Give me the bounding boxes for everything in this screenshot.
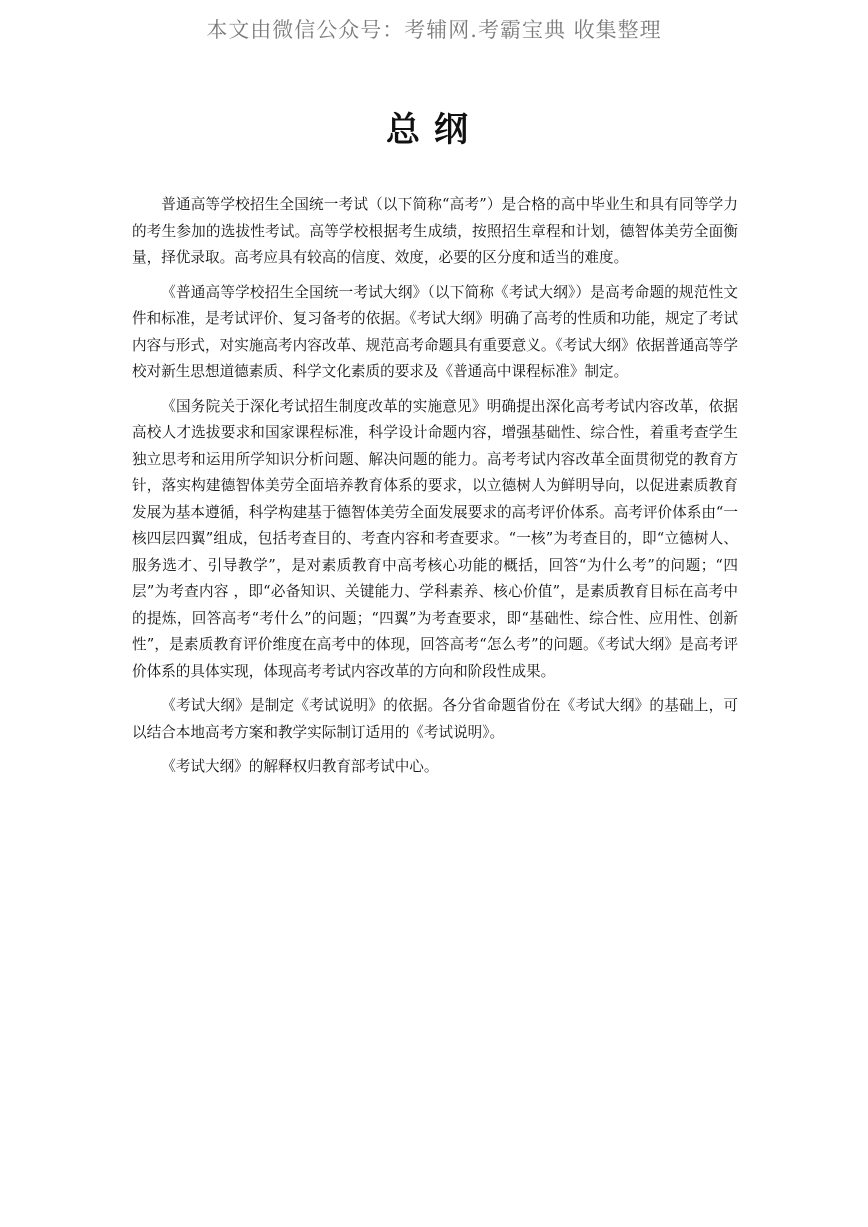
paragraph-intro: 普通高等学校招生全国统一考试（以下简称“高考”）是合格的高中毕业生和具有同等学力的考生参加的选拔性考试。高等学校根据考生成绩，按照招生章程和计划，德智体美劳全面衡量，择优录取。高考应具有较高的信度、效度，必要的区分度和适当的难度。 (132, 196, 738, 266)
watermark-header: 本文由微信公众号：考辅网.考霸宝典 收集整理 (206, 18, 662, 42)
paragraph-reform: 《国务院关于深化考试招生制度改革的实施意见》明确提出深化高考考试内容改革，依据高校人才选拔要求和国家课程标准，科学设计命题内容，增强基础性、综合性，着重考查学生独立思考和运用所学知识分析问题、解决问题的能力。高考考试内容改革全面贯彻党的教育方针，落实构建德智体美劳全面培养教育体系的要求，以立德树人为鲜明导向，以促进素质教育发展为基本遵循，科学构建基于德智体美劳全面发展要求的高考评价体系。高考评价体系由“一核四层四翼”组成，包括考查目的、考查内容和考查要求。“一核”为考查目的，即“立德树人、服务选才、引导教学”，是对素质教育中高考核心功能的概括，回答“为什么考”的问题；“四层”为考查内容 ，即“必备知识、关键能力、学科素养、核心价值”，是素质教育目标在高考中的提炼，回答高考“考什么”的问题；“四翼”为考查要求，即“基础性、综合性、应用性、创新性”，是素质教育评价维度在高考中的体现，回答高考“怎么考”的问题。《考试大纲》是高考评价体系的具体实现，体现高考考试内容改革的方向和阶段性成果。 (132, 397, 738, 680)
page-title: 总纲 (386, 110, 482, 150)
document-body (132, 192, 738, 789)
paragraph-interpretation: 《考试大纲》的解释权归教育部考试中心。 (161, 758, 439, 775)
paragraph-exam-instructions: 《考试大纲》是制定《考试说明》的依据。各分省命题省份在《考试大纲》的基础上，可以结合本地高考方案和教学实际制订适用的《考试说明》。 (132, 697, 738, 741)
paragraph-syllabus-definition: 《普通高等学校招生全国统一考试大纲》（以下简称《考试大纲》）是高考命题的规范性文件和标准，是考试评价、复习备考的依据。《考试大纲》明确了高考的性质和功能，规定了考试内容与形式，对实施高考内容改革、规范高考命题具有重要意义。《考试大纲》依据普通高等学校对新生思想道德素质、科学文化素质的要求及《普通高中课程标准》制定。 (132, 283, 738, 380)
